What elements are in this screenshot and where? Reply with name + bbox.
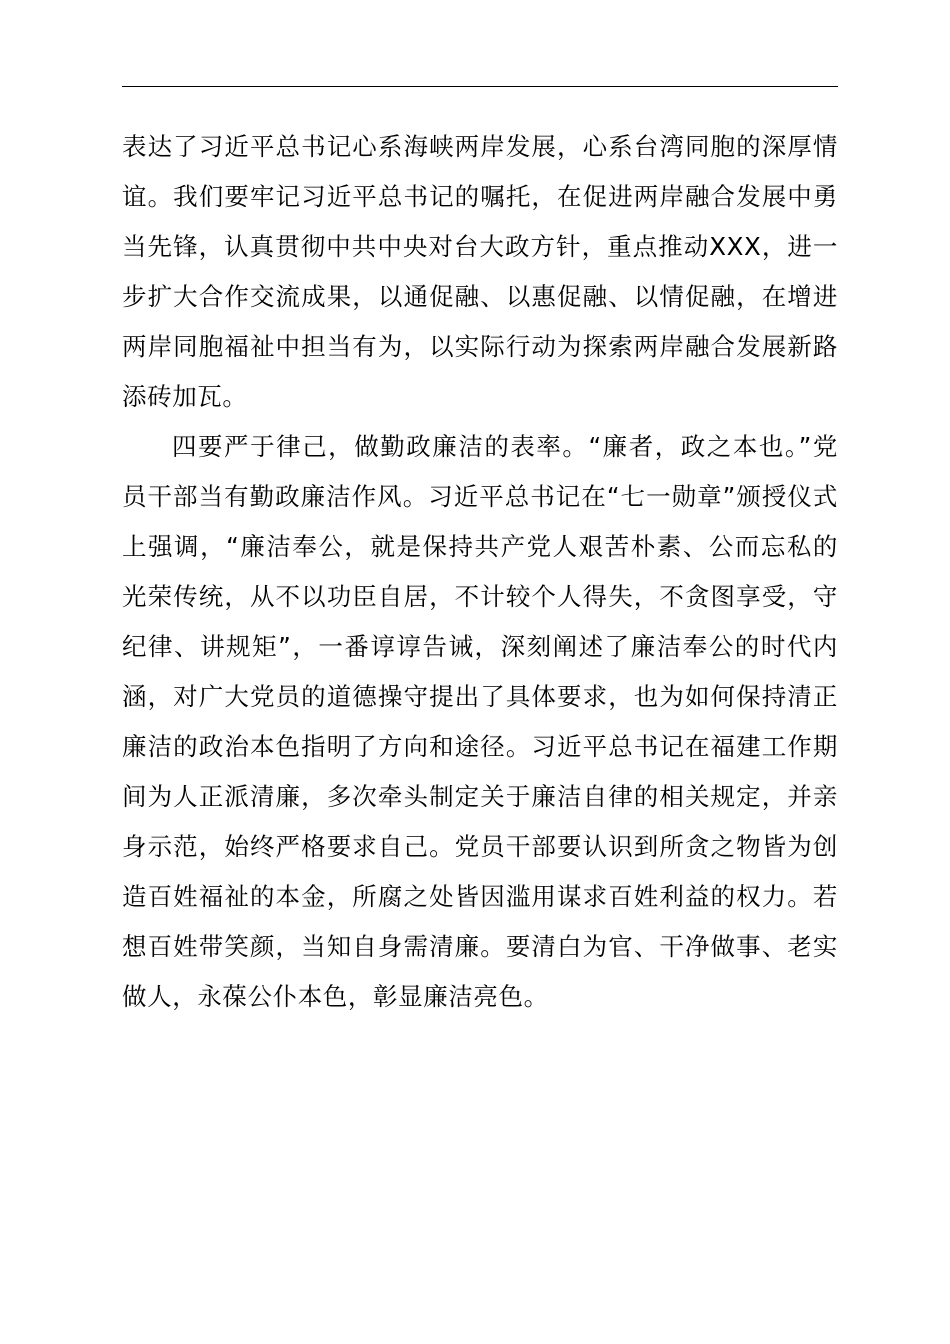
paragraph-section-four: 四要严于律己，做勤政廉洁的表率。“廉者，政之本也。”党员干部当有勤政廉洁作风。习近平总书记在“七一勋章”颁授仪式上强调，“廉洁奉公，就是保持共产党人艰苦朴素、公而忘私的光荣传统，从不以功臣自居，不计较个人得失，不贪图享受，守纪律、讲规矩”，一番谆谆告诫，深刻阐述了廉洁奉公的时代内涵，对广大党员的道德操守提出了具体要求，也为如何保持清正廉洁的政治本色指明了方向和途径。习近平总书记在福建工作期间为人正派清廉，多次牵头制定关于廉洁自律的相关规定，并亲身示范，始终严格要求自己。党员干部要认识到所贪之物皆为创造百姓福祉的本金，所腐之处皆因滥用谋求百姓利益的权力。若想百姓带笑颜，当知自身需清廉。要清白为官、干净做事、老实做人，永葆公仆本色，彰显廉洁亮色。 (122, 432, 838, 1011)
document-body (122, 122, 838, 1022)
header-rule (122, 86, 838, 87)
paragraph-continuation: 表达了习近平总书记心系海峡两岸发展，心系台湾同胞的深厚情谊。我们要牢记习近平总书记的嘱托，在促进两岸融合发展中勇当先锋，认真贯彻中共中央对台大政方针，重点推动XXX，进一步扩大合作交流成果，以通促融、以惠促融、以情促融，在增进两岸同胞福祉中担当有为，以实际行动为探索两岸融合发展新路添砖加瓦。 (122, 132, 838, 411)
